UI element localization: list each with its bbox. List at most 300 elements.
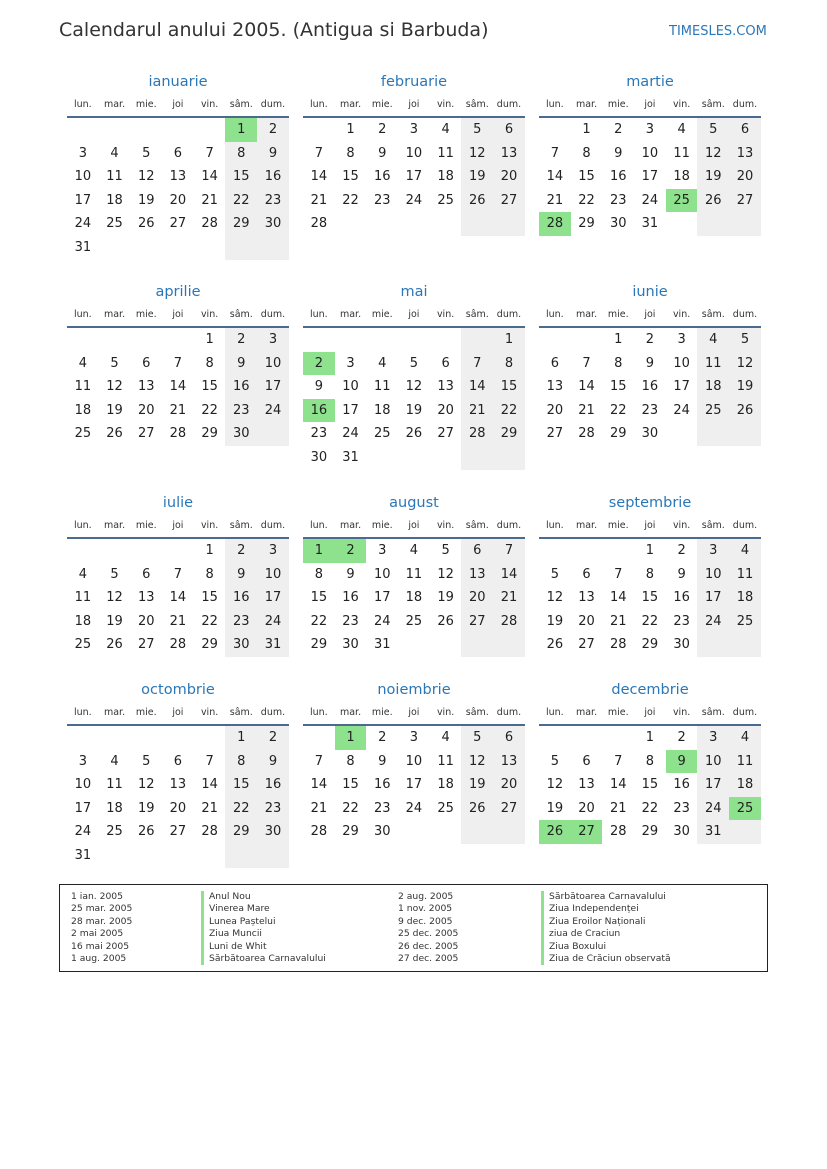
day-cell[interactable]: 17: [257, 375, 289, 399]
day-cell[interactable]: 11: [437, 145, 454, 161]
day-cell[interactable]: 31: [74, 847, 92, 863]
day-cell[interactable]: 13: [546, 379, 564, 395]
day-cell[interactable]: 26: [137, 824, 155, 840]
day-cell[interactable]: 30: [641, 426, 659, 442]
day-cell[interactable]: 7: [493, 539, 525, 563]
day-cell[interactable]: 29: [641, 637, 659, 653]
day-cell[interactable]: 27: [169, 824, 187, 840]
day-cell[interactable]: 22: [641, 800, 659, 816]
day-cell[interactable]: 5: [409, 355, 419, 371]
day-cell[interactable]: 2: [645, 332, 655, 347]
day-cell[interactable]: 27: [169, 216, 187, 232]
day-cell[interactable]: 15: [225, 773, 257, 797]
day-cell[interactable]: 6: [550, 355, 559, 371]
day-cell[interactable]: 24: [697, 610, 729, 634]
day-cell[interactable]: 4: [110, 145, 119, 161]
day-cell[interactable]: 22: [225, 797, 257, 821]
day-cell[interactable]: 28: [539, 212, 571, 236]
day-cell[interactable]: 26: [461, 189, 493, 213]
day-cell[interactable]: 28: [461, 422, 493, 446]
day-cell[interactable]: 21: [169, 613, 187, 629]
day-cell[interactable]: 26: [729, 399, 761, 423]
day-cell[interactable]: 12: [697, 142, 729, 166]
day-cell[interactable]: 22: [310, 613, 328, 629]
day-cell[interactable]: 1: [645, 543, 655, 558]
day-cell[interactable]: 21: [609, 613, 627, 629]
day-cell[interactable]: 21: [546, 192, 564, 208]
day-cell[interactable]: 17: [373, 590, 391, 606]
day-cell[interactable]: 19: [405, 402, 423, 418]
day-cell[interactable]: 4: [378, 355, 387, 371]
day-cell[interactable]: 30: [673, 824, 690, 840]
day-cell[interactable]: 14: [578, 379, 595, 395]
day-cell[interactable]: 14: [546, 169, 564, 185]
day-cell[interactable]: 22: [342, 800, 359, 816]
day-cell[interactable]: 25: [437, 800, 454, 816]
day-cell[interactable]: 26: [106, 426, 123, 442]
day-cell[interactable]: 27: [578, 637, 595, 653]
day-cell[interactable]: 14: [493, 563, 525, 587]
day-cell[interactable]: 26: [546, 637, 564, 653]
day-cell[interactable]: 9: [257, 750, 289, 774]
day-cell[interactable]: 12: [137, 777, 155, 793]
day-cell[interactable]: 23: [257, 189, 289, 213]
day-cell[interactable]: 24: [257, 399, 289, 423]
day-cell[interactable]: 24: [74, 216, 92, 232]
day-cell[interactable]: 19: [461, 773, 493, 797]
day-cell[interactable]: 12: [546, 777, 564, 793]
day-cell[interactable]: 9: [645, 355, 655, 371]
day-cell[interactable]: 23: [673, 613, 690, 629]
day-cell[interactable]: 24: [373, 613, 391, 629]
day-cell[interactable]: 7: [461, 352, 493, 376]
day-cell[interactable]: 11: [106, 169, 123, 185]
day-cell[interactable]: 21: [609, 800, 627, 816]
day-cell[interactable]: 23: [609, 192, 627, 208]
day-cell[interactable]: 16: [342, 590, 359, 606]
day-cell[interactable]: 11: [106, 777, 123, 793]
day-cell[interactable]: 15: [201, 379, 218, 395]
day-cell[interactable]: 20: [169, 800, 187, 816]
day-cell[interactable]: 6: [142, 566, 151, 582]
day-cell[interactable]: 10: [74, 777, 92, 793]
day-cell[interactable]: 19: [546, 613, 564, 629]
day-cell[interactable]: 8: [346, 753, 355, 769]
day-cell[interactable]: 4: [729, 539, 761, 563]
day-cell[interactable]: 14: [310, 169, 328, 185]
day-cell[interactable]: 8: [205, 566, 214, 582]
day-cell[interactable]: 21: [493, 586, 525, 610]
day-cell[interactable]: 30: [257, 212, 289, 236]
day-cell[interactable]: 26: [106, 637, 123, 653]
day-cell[interactable]: 28: [609, 824, 627, 840]
day-cell[interactable]: 10: [74, 169, 92, 185]
day-cell[interactable]: 11: [74, 379, 92, 395]
day-cell[interactable]: 29: [578, 216, 595, 232]
day-cell[interactable]: 30: [257, 820, 289, 844]
day-cell[interactable]: 22: [493, 399, 525, 423]
day-cell[interactable]: 18: [373, 402, 391, 418]
day-cell[interactable]: 4: [441, 730, 450, 745]
day-cell[interactable]: 31: [373, 637, 391, 653]
day-cell[interactable]: 15: [578, 169, 595, 185]
day-cell[interactable]: 16: [257, 773, 289, 797]
day-cell[interactable]: 27: [493, 797, 525, 821]
day-cell[interactable]: 5: [461, 118, 493, 142]
day-cell[interactable]: 29: [310, 637, 328, 653]
day-cell[interactable]: 1: [225, 726, 257, 750]
day-cell[interactable]: 5: [441, 543, 450, 558]
day-cell[interactable]: 11: [673, 145, 690, 161]
day-cell[interactable]: 26: [437, 613, 454, 629]
day-cell[interactable]: 30: [310, 449, 328, 465]
day-cell[interactable]: 18: [405, 590, 423, 606]
day-cell[interactable]: 25: [697, 399, 729, 423]
day-cell[interactable]: 5: [550, 566, 559, 582]
day-cell[interactable]: 2: [677, 543, 686, 558]
day-cell[interactable]: 1: [582, 122, 591, 137]
day-cell[interactable]: 11: [373, 379, 391, 395]
day-cell[interactable]: 13: [169, 169, 187, 185]
day-cell[interactable]: 14: [201, 169, 218, 185]
day-cell[interactable]: 13: [578, 590, 595, 606]
day-cell[interactable]: 28: [493, 610, 525, 634]
day-cell[interactable]: 25: [74, 426, 92, 442]
day-cell[interactable]: 5: [142, 753, 151, 769]
day-cell[interactable]: 18: [106, 192, 123, 208]
day-cell[interactable]: 20: [493, 165, 525, 189]
day-cell[interactable]: 13: [137, 379, 155, 395]
day-cell[interactable]: 19: [546, 800, 564, 816]
day-cell[interactable]: 5: [729, 328, 761, 352]
day-cell[interactable]: 21: [169, 402, 187, 418]
day-cell[interactable]: 15: [342, 169, 359, 185]
day-cell[interactable]: 15: [225, 165, 257, 189]
day-cell[interactable]: 17: [641, 169, 659, 185]
day-cell[interactable]: 30: [373, 824, 391, 840]
day-cell[interactable]: 6: [173, 145, 183, 161]
day-cell[interactable]: 7: [614, 566, 623, 582]
day-cell[interactable]: 2: [225, 539, 257, 563]
day-cell[interactable]: 22: [609, 402, 627, 418]
day-cell[interactable]: 31: [697, 820, 729, 844]
day-cell[interactable]: 9: [225, 563, 257, 587]
day-cell[interactable]: 25: [729, 797, 761, 821]
day-cell[interactable]: 29: [201, 426, 218, 442]
day-cell[interactable]: 8: [314, 566, 323, 582]
day-cell[interactable]: 31: [641, 216, 659, 232]
day-cell[interactable]: 13: [137, 590, 155, 606]
day-cell[interactable]: 7: [205, 145, 214, 161]
day-cell[interactable]: 12: [461, 750, 493, 774]
day-cell[interactable]: 5: [110, 566, 119, 582]
day-cell[interactable]: 14: [169, 379, 187, 395]
day-cell[interactable]: 25: [106, 216, 123, 232]
day-cell[interactable]: 1: [225, 118, 257, 142]
day-cell[interactable]: 2: [378, 122, 387, 137]
day-cell[interactable]: 2: [257, 118, 289, 142]
day-cell[interactable]: 21: [201, 192, 218, 208]
day-cell[interactable]: 28: [201, 216, 218, 232]
day-cell[interactable]: 11: [74, 590, 92, 606]
day-cell[interactable]: 14: [169, 590, 187, 606]
day-cell[interactable]: 23: [257, 797, 289, 821]
day-cell[interactable]: 19: [697, 165, 729, 189]
day-cell[interactable]: 3: [378, 543, 387, 558]
day-cell[interactable]: 18: [729, 773, 761, 797]
day-cell[interactable]: 2: [677, 730, 686, 745]
day-cell[interactable]: 24: [641, 192, 659, 208]
day-cell[interactable]: 11: [405, 566, 423, 582]
day-cell[interactable]: 19: [437, 590, 454, 606]
day-cell[interactable]: 31: [342, 449, 359, 465]
day-cell[interactable]: 22: [342, 192, 359, 208]
day-cell[interactable]: 19: [106, 613, 123, 629]
day-cell[interactable]: 1: [303, 539, 335, 563]
day-cell[interactable]: 23: [225, 610, 257, 634]
day-cell[interactable]: 12: [106, 379, 123, 395]
day-cell[interactable]: 17: [405, 169, 423, 185]
day-cell[interactable]: 27: [461, 610, 493, 634]
day-cell[interactable]: 9: [314, 379, 323, 395]
day-cell[interactable]: 21: [461, 399, 493, 423]
day-cell[interactable]: 19: [137, 800, 155, 816]
day-cell[interactable]: 16: [257, 165, 289, 189]
day-cell[interactable]: 4: [409, 543, 419, 558]
day-cell[interactable]: 25: [74, 637, 92, 653]
day-cell[interactable]: 20: [169, 192, 187, 208]
day-cell[interactable]: 16: [673, 777, 690, 793]
day-cell[interactable]: 24: [342, 426, 359, 442]
day-cell[interactable]: 15: [310, 590, 328, 606]
day-cell[interactable]: 10: [673, 355, 690, 371]
day-cell[interactable]: 13: [437, 379, 454, 395]
day-cell[interactable]: 30: [225, 422, 257, 446]
day-cell[interactable]: 22: [578, 192, 595, 208]
day-cell[interactable]: 24: [405, 192, 423, 208]
day-cell[interactable]: 20: [137, 613, 155, 629]
day-cell[interactable]: 2: [257, 726, 289, 750]
day-cell[interactable]: 4: [110, 753, 119, 769]
day-cell[interactable]: 28: [201, 824, 218, 840]
day-cell[interactable]: 23: [641, 402, 659, 418]
day-cell[interactable]: 3: [409, 122, 419, 137]
day-cell[interactable]: 7: [314, 145, 323, 161]
day-cell[interactable]: 6: [729, 118, 761, 142]
day-cell[interactable]: 20: [578, 613, 595, 629]
day-cell[interactable]: 13: [169, 777, 187, 793]
day-cell[interactable]: 24: [257, 610, 289, 634]
day-cell[interactable]: 16: [673, 590, 690, 606]
day-cell[interactable]: 12: [546, 590, 564, 606]
day-cell[interactable]: 14: [461, 375, 493, 399]
day-cell[interactable]: 2: [335, 539, 367, 563]
day-cell[interactable]: 1: [335, 726, 367, 750]
day-cell[interactable]: 8: [346, 145, 355, 161]
day-cell[interactable]: 4: [697, 328, 729, 352]
day-cell[interactable]: 30: [673, 637, 690, 653]
day-cell[interactable]: 4: [78, 566, 87, 582]
day-cell[interactable]: 9: [677, 566, 686, 582]
day-cell[interactable]: 12: [106, 590, 123, 606]
day-cell[interactable]: 12: [405, 379, 423, 395]
day-cell[interactable]: 13: [493, 750, 525, 774]
day-cell[interactable]: 3: [697, 726, 729, 750]
day-cell[interactable]: 23: [310, 426, 328, 442]
day-cell[interactable]: 15: [641, 590, 659, 606]
day-cell[interactable]: 15: [201, 590, 218, 606]
day-cell[interactable]: 17: [697, 586, 729, 610]
day-cell[interactable]: 18: [729, 586, 761, 610]
day-cell[interactable]: 3: [409, 730, 419, 745]
day-cell[interactable]: 17: [342, 402, 359, 418]
day-cell[interactable]: 13: [578, 777, 595, 793]
day-cell[interactable]: 1: [205, 543, 214, 558]
day-cell[interactable]: 6: [582, 753, 591, 769]
day-cell[interactable]: 24: [673, 402, 690, 418]
day-cell[interactable]: 25: [666, 189, 698, 213]
day-cell[interactable]: 3: [645, 122, 655, 137]
day-cell[interactable]: 6: [461, 539, 493, 563]
day-cell[interactable]: 20: [578, 800, 595, 816]
day-cell[interactable]: 16: [225, 586, 257, 610]
day-cell[interactable]: 18: [437, 777, 454, 793]
day-cell[interactable]: 29: [201, 637, 218, 653]
day-cell[interactable]: 18: [74, 402, 92, 418]
day-cell[interactable]: 19: [137, 192, 155, 208]
day-cell[interactable]: 3: [346, 355, 355, 371]
day-cell[interactable]: 8: [225, 142, 257, 166]
day-cell[interactable]: 9: [378, 145, 387, 161]
day-cell[interactable]: 11: [437, 753, 454, 769]
day-cell[interactable]: 28: [169, 426, 187, 442]
day-cell[interactable]: 17: [257, 586, 289, 610]
day-cell[interactable]: 8: [645, 566, 655, 582]
day-cell[interactable]: 10: [257, 563, 289, 587]
day-cell[interactable]: 3: [257, 328, 289, 352]
day-cell[interactable]: 2: [378, 730, 387, 745]
day-cell[interactable]: 27: [493, 189, 525, 213]
day-cell[interactable]: 7: [582, 355, 591, 371]
day-cell[interactable]: 29: [609, 426, 627, 442]
day-cell[interactable]: 14: [609, 590, 627, 606]
day-cell[interactable]: 19: [106, 402, 123, 418]
day-cell[interactable]: 14: [310, 777, 328, 793]
day-cell[interactable]: 28: [609, 637, 627, 653]
day-cell[interactable]: 5: [110, 355, 119, 371]
day-cell[interactable]: 7: [173, 566, 183, 582]
day-cell[interactable]: 10: [405, 753, 423, 769]
day-cell[interactable]: 10: [697, 750, 729, 774]
day-cell[interactable]: 6: [173, 753, 183, 769]
day-cell[interactable]: 16: [225, 375, 257, 399]
day-cell[interactable]: 8: [205, 355, 214, 371]
day-cell[interactable]: 5: [142, 145, 151, 161]
day-cell[interactable]: 19: [729, 375, 761, 399]
day-cell[interactable]: 13: [461, 563, 493, 587]
day-cell[interactable]: 31: [257, 633, 289, 657]
day-cell[interactable]: 6: [441, 355, 450, 371]
day-cell[interactable]: 29: [225, 212, 257, 236]
day-cell[interactable]: 25: [373, 426, 391, 442]
day-cell[interactable]: 16: [641, 379, 659, 395]
day-cell[interactable]: 29: [493, 422, 525, 446]
day-cell[interactable]: 4: [677, 122, 686, 137]
day-cell[interactable]: 10: [342, 379, 359, 395]
day-cell[interactable]: 26: [461, 797, 493, 821]
day-cell[interactable]: 24: [405, 800, 423, 816]
day-cell[interactable]: 21: [578, 402, 595, 418]
day-cell[interactable]: 1: [346, 122, 355, 137]
day-cell[interactable]: 1: [614, 332, 623, 347]
day-cell[interactable]: 6: [142, 355, 151, 371]
day-cell[interactable]: 30: [225, 633, 257, 657]
day-cell[interactable]: 7: [614, 753, 623, 769]
day-cell[interactable]: 15: [609, 379, 627, 395]
day-cell[interactable]: 6: [493, 726, 525, 750]
day-cell[interactable]: 4: [78, 355, 87, 371]
day-cell[interactable]: 20: [546, 402, 564, 418]
day-cell[interactable]: 20: [461, 586, 493, 610]
day-cell[interactable]: 1: [205, 332, 214, 347]
day-cell[interactable]: 23: [373, 800, 391, 816]
day-cell[interactable]: 8: [582, 145, 591, 161]
day-cell[interactable]: 25: [405, 613, 423, 629]
day-cell[interactable]: 28: [169, 637, 187, 653]
day-cell[interactable]: 8: [225, 750, 257, 774]
day-cell[interactable]: 11: [729, 563, 761, 587]
day-cell[interactable]: 15: [493, 375, 525, 399]
day-cell[interactable]: 10: [373, 566, 391, 582]
day-cell[interactable]: 24: [697, 797, 729, 821]
day-cell[interactable]: 25: [729, 610, 761, 634]
day-cell[interactable]: 27: [137, 637, 155, 653]
day-cell[interactable]: 5: [697, 118, 729, 142]
day-cell[interactable]: 22: [201, 613, 218, 629]
day-cell[interactable]: 11: [729, 750, 761, 774]
day-cell[interactable]: 5: [550, 753, 559, 769]
day-cell[interactable]: 17: [74, 192, 92, 208]
day-cell[interactable]: 17: [74, 800, 92, 816]
day-cell[interactable]: 30: [342, 637, 359, 653]
day-cell[interactable]: 26: [697, 189, 729, 213]
day-cell[interactable]: 21: [310, 192, 328, 208]
day-cell[interactable]: 16: [303, 399, 335, 423]
day-cell[interactable]: 22: [201, 402, 218, 418]
day-cell[interactable]: 9: [346, 566, 355, 582]
day-cell[interactable]: 14: [201, 777, 218, 793]
day-cell[interactable]: 10: [405, 145, 423, 161]
day-cell[interactable]: 20: [437, 402, 454, 418]
day-cell[interactable]: 26: [405, 426, 423, 442]
day-cell[interactable]: 22: [225, 189, 257, 213]
day-cell[interactable]: 10: [697, 563, 729, 587]
day-cell[interactable]: 16: [373, 169, 391, 185]
day-cell[interactable]: 9: [225, 352, 257, 376]
day-cell[interactable]: 4: [441, 122, 450, 137]
day-cell[interactable]: 9: [378, 753, 387, 769]
day-cell[interactable]: 29: [342, 824, 359, 840]
day-cell[interactable]: 7: [550, 145, 559, 161]
day-cell[interactable]: 25: [437, 192, 454, 208]
day-cell[interactable]: 6: [493, 118, 525, 142]
day-cell[interactable]: 3: [677, 332, 686, 347]
day-cell[interactable]: 22: [641, 613, 659, 629]
day-cell[interactable]: 5: [461, 726, 493, 750]
day-cell[interactable]: 8: [493, 352, 525, 376]
day-cell[interactable]: 13: [729, 142, 761, 166]
day-cell[interactable]: 2: [303, 352, 335, 376]
